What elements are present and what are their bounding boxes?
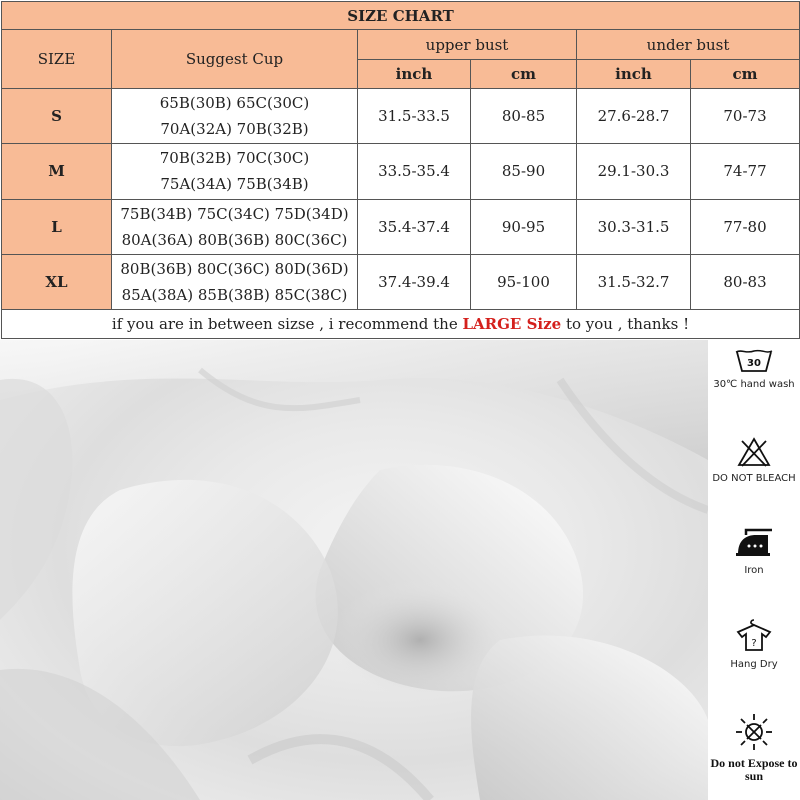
under-cm-cell: 74-77: [691, 144, 800, 199]
size-cell: L: [2, 199, 112, 254]
cup-line: 70B(32B) 70C(30C): [159, 149, 310, 168]
cup-cell: [112, 144, 358, 199]
upper-cm-cell: 95-100: [471, 254, 577, 309]
upper-inch-cell: 37.4-39.4: [358, 254, 471, 309]
no-sun-icon: [734, 712, 774, 752]
cup-line: 65B(30B) 65C(30C): [159, 94, 310, 113]
size-chart-title: SIZE CHART: [2, 2, 800, 30]
sun-label: Do not Expose to sun: [710, 756, 798, 783]
cup-line: 85A(38A) 85B(38B) 85C(38C): [121, 285, 348, 304]
table-row: [2, 144, 800, 199]
care-bleach: [708, 436, 800, 485]
upper-cm-cell: 90-95: [471, 199, 577, 254]
table-row: [2, 254, 800, 309]
under-cm-cell: 70-73: [691, 89, 800, 144]
no-bleach-icon: [736, 436, 772, 468]
upper-inch-cell: 33.5-35.4: [358, 144, 471, 199]
col-header-upper-inch: inch: [358, 60, 471, 89]
col-header-upper-bust: upper bust: [358, 30, 577, 60]
upper-inch-cell: 31.5-33.5: [358, 89, 471, 144]
hand-wash-icon: [734, 348, 774, 374]
upper-cm-cell: 85-90: [471, 144, 577, 199]
iron-icon: [732, 526, 776, 560]
under-inch-cell: 30.3-31.5: [577, 199, 691, 254]
col-header-under-cm: cm: [691, 60, 800, 89]
cup-cell: [112, 89, 358, 144]
col-header-under-inch: inch: [577, 60, 691, 89]
col-header-size: SIZE: [2, 30, 112, 89]
care-icons-panel: [708, 340, 800, 800]
note-text: to you , thanks !: [561, 314, 690, 333]
upper-cm-cell: 80-85: [471, 89, 577, 144]
col-header-under-bust: under bust: [577, 30, 800, 60]
wash-label: 30℃ hand wash: [713, 379, 795, 390]
under-inch-cell: 29.1-30.3: [577, 144, 691, 199]
upper-inch-cell: 35.4-37.4: [358, 199, 471, 254]
care-dry: [708, 616, 800, 671]
hang-dry-icon: [734, 616, 774, 654]
cup-cell: [112, 199, 358, 254]
svg-text:?: ?: [751, 638, 757, 649]
care-iron: [708, 526, 800, 577]
note-highlight: LARGE Size: [462, 314, 562, 333]
cup-line: 70A(32A) 70B(32B): [160, 120, 309, 139]
cup-cell: [112, 254, 358, 309]
cup-line: 75A(34A) 75B(34B): [160, 175, 309, 194]
table-row: [2, 89, 800, 144]
under-inch-cell: 31.5-32.7: [577, 254, 691, 309]
cup-line: 75B(34B) 75C(34C) 75D(34D): [120, 204, 349, 223]
fabric-photo: [0, 340, 708, 800]
dry-label: Hang Dry: [730, 659, 778, 670]
fabric-folds: [0, 340, 708, 800]
size-cell: S: [2, 89, 112, 144]
size-cell: M: [2, 144, 112, 199]
cup-line: 80A(36A) 80B(36B) 80C(36C): [121, 230, 348, 249]
wash-temp: 30: [747, 358, 761, 369]
care-wash: [708, 348, 800, 391]
col-header-cup: Suggest Cup: [112, 30, 358, 89]
size-cell: XL: [2, 254, 112, 309]
size-note: [2, 309, 800, 338]
note-text: if you are in between sizse , i recommend the: [111, 314, 463, 333]
size-chart-table: [1, 1, 800, 339]
bleach-label: DO NOT BLEACH: [712, 473, 796, 484]
care-sun: [708, 712, 800, 783]
iron-label: Iron: [744, 565, 764, 576]
under-inch-cell: 27.6-28.7: [577, 89, 691, 144]
cup-line: 80B(36B) 80C(36C) 80D(36D): [120, 259, 349, 278]
under-cm-cell: 77-80: [691, 199, 800, 254]
under-cm-cell: 80-83: [691, 254, 800, 309]
table-row: [2, 199, 800, 254]
col-header-upper-cm: cm: [471, 60, 577, 89]
